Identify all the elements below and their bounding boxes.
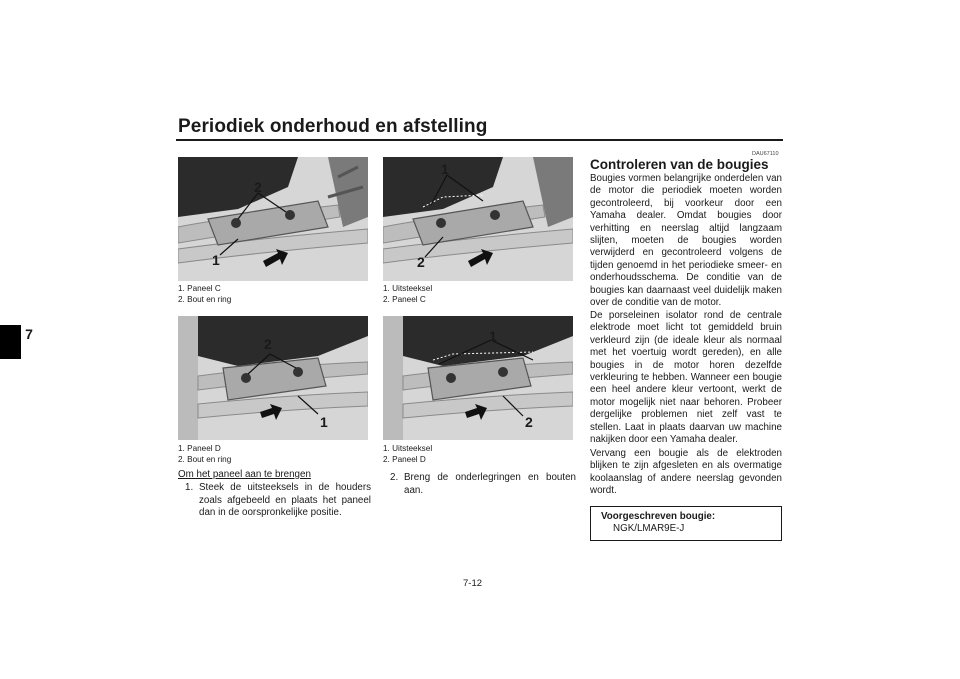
photo-panel-c-bolts <box>178 157 368 281</box>
install-heading: Om het paneel aan te brengen <box>178 469 311 480</box>
photo-callout: 1 <box>320 414 328 430</box>
step-number: 2. <box>390 472 399 483</box>
photo-callout: 2 <box>264 336 272 352</box>
caption-photo-2 <box>383 283 432 305</box>
spec-value: NGK/LMAR9E-J <box>613 523 685 534</box>
spec-label: Voorgeschreven bougie: <box>601 511 716 522</box>
panel-c-illustration <box>178 157 368 281</box>
photo-callout: 2 <box>254 179 262 195</box>
caption-line: 1. Paneel C <box>178 284 221 293</box>
step-number: 1. <box>185 482 194 493</box>
caption-line: 2. Paneel D <box>383 455 426 464</box>
caption-line: 1. Uitsteeksel <box>383 444 433 453</box>
caption-photo-4 <box>383 443 432 465</box>
page-title: Periodiek onderhoud en afstelling <box>178 116 488 137</box>
paragraph-3: Vervang een bougie als de elektroden blijken te zijn afgesleten en als overmatige koolaanslag of andere neerslag gevonden wordt. <box>590 448 782 497</box>
panel-d-tabs-illustration <box>383 316 573 440</box>
photo-callout: 2 <box>525 414 533 430</box>
paragraph-1: Bougies vormen belangrijke onderdelen van de motor die periodiek moeten worden gecontroleerd, bij voorkeur door een Yamaha dealer. Omdat bougies door verhitting en neerslag altijd langzaam slijten, moeten de bougies worden verwijderd en gecontroleerd volgens de tijden genoemd in het periodieke smeer- en onderhoudsschema. De conditie van de bougies kan daarnaast veel duidelijk maken over de conditie van de motor. <box>590 173 782 309</box>
install-step-2 <box>390 472 576 497</box>
chapter-number: 7 <box>25 326 33 342</box>
photo-callout: 1 <box>441 161 449 177</box>
spec-box <box>590 506 782 541</box>
chapter-tab <box>0 325 21 359</box>
install-step-1 <box>185 482 371 520</box>
page-number: 7-12 <box>463 578 483 589</box>
caption-photo-3 <box>178 443 231 465</box>
photo-panel-d-tabs <box>383 316 573 440</box>
paragraph-2: De porseleinen isolator rond de centrale elektrode moet licht tot gemiddeld bruin verkleurd zijn (de ideale kleur als normaal met het voertuig wordt gereden), en alle bougies in de motor horen dezelfde verkleuring te hebben. Wanneer een bougie een heel andere kleur vertoont, werkt de motor mogelijk niet naar behoren. Probeer dergelijke problemen niet zelf vast te stellen. Laat in plaats daarvan uw machine nakijken door een Yamaha dealer. <box>590 310 782 446</box>
caption-line: 1. Paneel D <box>178 444 221 453</box>
photo-callout: 2 <box>417 254 425 270</box>
photo-panel-d-bolts <box>178 316 368 440</box>
caption-line: 2. Paneel C <box>383 295 426 304</box>
caption-line: 2. Bout en ring <box>178 455 232 464</box>
panel-c-tabs-illustration <box>383 157 573 281</box>
step-text: Breng de onderlegringen en bouten aan. <box>404 472 576 496</box>
photo-panel-c-tabs <box>383 157 573 281</box>
photo-callout: 1 <box>489 328 497 344</box>
title-rule <box>176 139 783 141</box>
section-title: Controleren van de bougies <box>590 157 769 172</box>
caption-line: 2. Bout en ring <box>178 295 232 304</box>
section-reference-code: DAU67110 <box>752 151 779 157</box>
panel-d-illustration <box>178 316 368 440</box>
caption-line: 1. Uitsteeksel <box>383 284 433 293</box>
caption-photo-1 <box>178 283 231 305</box>
step-text: Steek de uitsteeksels in de houders zoals afgebeeld en plaats het paneel dan in de oorspronkelijke positie. <box>199 482 371 518</box>
photo-callout: 1 <box>212 252 220 268</box>
